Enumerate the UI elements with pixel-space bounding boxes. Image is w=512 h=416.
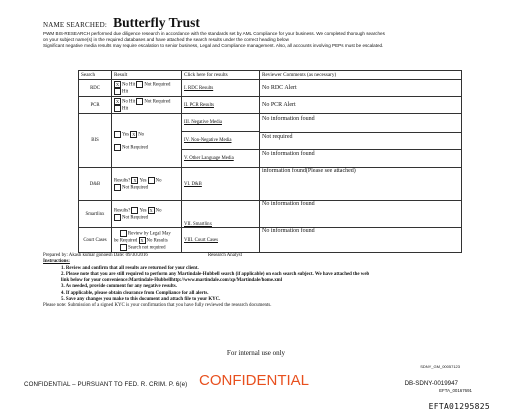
link-rdc-results[interactable]: I. RDC Results bbox=[182, 80, 260, 97]
checkbox-no-hit[interactable]: X bbox=[115, 99, 120, 104]
checkbox-not-required[interactable] bbox=[136, 81, 143, 88]
link-pcr-results[interactable]: II. PCR Results bbox=[182, 97, 260, 114]
option-label: Not Required bbox=[144, 99, 171, 105]
instructions-list bbox=[43, 266, 483, 304]
table-row-court-cases bbox=[79, 228, 462, 253]
internal-use-label: For internal use only bbox=[226, 349, 286, 357]
efta-number-large: EFTA01295825 bbox=[428, 402, 490, 411]
col-result: Result bbox=[112, 71, 182, 80]
checkbox-yes[interactable] bbox=[114, 131, 121, 138]
intro-line: Significant negative media results may require escalation to senior business, Legal and Compliance management. Also, all accounts involving PEPs must be escalated. bbox=[43, 43, 384, 49]
instruction-item: 5. Save any changes you make to this document and attach file to your KYC. bbox=[61, 297, 221, 303]
checkbox-search-not-required[interactable] bbox=[120, 244, 127, 251]
confidential-stamp: CONFIDENTIAL bbox=[199, 372, 310, 389]
comment-other-language-media: No information found bbox=[260, 149, 461, 166]
option-label: Yes bbox=[139, 178, 147, 184]
link-other-language-media[interactable]: V. Other Language Media bbox=[182, 149, 259, 167]
checkbox-no-hit[interactable]: X bbox=[115, 82, 120, 87]
intro-paragraph bbox=[43, 31, 473, 50]
bates-number-right: DB-SDNY-0019947 bbox=[404, 380, 458, 387]
option-label: Yes bbox=[139, 208, 147, 214]
option-label: No Hit bbox=[122, 99, 136, 105]
option-label: Review by Legal May bbox=[128, 231, 171, 237]
option-label: No Hit bbox=[122, 82, 136, 88]
link-non-negative-media[interactable]: IV. Non-Negative Media bbox=[182, 131, 259, 149]
result-smartlinx bbox=[112, 201, 182, 228]
table-row-pcr bbox=[79, 97, 462, 114]
source-smartlinx: Smartlinx bbox=[79, 201, 112, 228]
result-bis bbox=[112, 114, 182, 168]
comment-negative-media: No information found bbox=[262, 116, 315, 122]
checkbox-no-results[interactable]: X bbox=[140, 237, 144, 243]
option-label: No bbox=[138, 132, 145, 138]
checkbox-yes[interactable]: X bbox=[133, 178, 137, 183]
comment-court-cases: No information found bbox=[260, 228, 462, 253]
comments-bis bbox=[260, 114, 462, 168]
option-label: Not Required bbox=[122, 145, 148, 151]
analyst-role: Research Analyst bbox=[207, 253, 242, 258]
result-dnb bbox=[112, 168, 182, 201]
link-smartlinx[interactable]: VII. Smartlinx bbox=[182, 201, 260, 228]
results-table bbox=[78, 70, 462, 253]
name-searched-label: NAME SEARCHED: bbox=[43, 21, 108, 29]
table-row-rdc bbox=[79, 80, 462, 97]
col-click: Click here for results bbox=[182, 71, 260, 80]
checkbox-review-legal[interactable] bbox=[120, 230, 127, 237]
instruction-item: link below for your convenience:Martindale-Hubbellhttp://www.martindale.com/xp/Martindale/home.xml bbox=[61, 278, 283, 284]
source-pcr: PCR bbox=[79, 97, 112, 114]
col-comments: Reviewer Comments (as necessary) bbox=[260, 71, 462, 80]
checkbox-hit[interactable] bbox=[114, 105, 121, 112]
option-label: No bbox=[155, 178, 162, 184]
checkbox-yes[interactable] bbox=[131, 207, 138, 214]
option-label: Not Required bbox=[144, 82, 171, 88]
comment-non-negative-media: Not required bbox=[260, 132, 461, 149]
checkbox-not-required[interactable] bbox=[136, 98, 143, 105]
footer-section bbox=[43, 253, 483, 310]
instruction-item: 3. As needed, provide comment for any negative results. bbox=[61, 284, 177, 290]
table-row-dnb bbox=[79, 168, 462, 201]
source-rdc: RDC bbox=[79, 80, 112, 97]
comment-smartlinx: No information found bbox=[260, 201, 462, 228]
result-rdc bbox=[112, 80, 182, 97]
links-bis bbox=[182, 114, 260, 168]
prepared-by: Prepared by: Akash kumar gonoesh Date: 09/30/2016 bbox=[43, 253, 148, 258]
option-label: Not Required bbox=[122, 215, 148, 221]
col-search: Search bbox=[79, 71, 112, 80]
source-court-cases: Court Cases bbox=[79, 228, 112, 253]
result-court-cases bbox=[112, 228, 182, 253]
option-label: be Required bbox=[114, 238, 138, 244]
result-pcr bbox=[112, 97, 182, 114]
submission-note: Please note: Submission of a signed KYC is your confirmation that you have fully reviewed the research documents. bbox=[43, 303, 272, 309]
checkbox-not-required[interactable] bbox=[114, 214, 121, 221]
checkbox-no[interactable]: X bbox=[149, 208, 153, 213]
checkbox-not-required[interactable] bbox=[114, 184, 121, 191]
bates-number-small: SDNY_GM_00057123 bbox=[420, 364, 460, 369]
option-label: No Results bbox=[146, 238, 168, 244]
checkbox-no[interactable] bbox=[148, 177, 155, 184]
checkbox-no[interactable]: X bbox=[132, 131, 136, 137]
option-label: Not Required bbox=[122, 185, 148, 191]
instruction-item: 2. Please note that you are still required to perform any Martindale-Hubbell search (if applicable) on each search subject. We have attached the web bbox=[61, 271, 370, 277]
option-label: No bbox=[155, 208, 162, 214]
link-dnb[interactable]: VI. D&B bbox=[182, 168, 260, 201]
instruction-item: 4. If applicable, please obtain clearance from Compliance for all alerts. bbox=[61, 290, 209, 296]
link-negative-media[interactable]: III. Negative Media bbox=[184, 120, 222, 125]
efta-number-small: EFTA_00167691 bbox=[439, 388, 472, 393]
comment-dnb: information found(Please see attached) bbox=[260, 168, 462, 201]
name-searched-heading bbox=[43, 14, 200, 32]
confidential-notice: CONFIDENTIAL – PURSUANT TO FED. R. CRIM. P. 6(e) bbox=[24, 381, 188, 388]
name-searched-value: Butterfly Trust bbox=[113, 15, 200, 30]
source-dnb: D&B bbox=[79, 168, 112, 201]
option-label: Hit bbox=[122, 106, 129, 112]
checkbox-hit[interactable] bbox=[114, 88, 121, 95]
intro-line: PWM BIS-RESEARCH performed due diligence research in accordance with the standards set by AML Compliance for your business. We completed thorough searches bbox=[43, 31, 385, 36]
option-label: Search not required bbox=[128, 245, 166, 251]
option-label: Hit bbox=[122, 89, 129, 95]
results-question: Results? bbox=[114, 178, 131, 184]
comment-pcr: No PCR Alert bbox=[260, 97, 462, 114]
source-bis: BIS bbox=[79, 114, 112, 168]
table-header-row bbox=[79, 71, 462, 80]
checkbox-not-required[interactable] bbox=[114, 144, 121, 151]
comment-rdc: No RDC Alert bbox=[260, 80, 462, 97]
intro-line: on your subject name(s) in the required databases and have attached the search results under the correct heading below bbox=[43, 37, 289, 43]
table-row-smartlinx bbox=[79, 201, 462, 228]
instructions-title: Instructions: bbox=[43, 259, 70, 265]
instruction-item: 1. Review and confirm that all results are returned for your client. bbox=[61, 265, 199, 271]
option-label: Yes bbox=[122, 132, 129, 138]
link-court-cases[interactable]: VIII. Court Cases bbox=[182, 228, 260, 253]
table-row-bis bbox=[79, 114, 462, 168]
results-question: Results? bbox=[114, 208, 131, 214]
